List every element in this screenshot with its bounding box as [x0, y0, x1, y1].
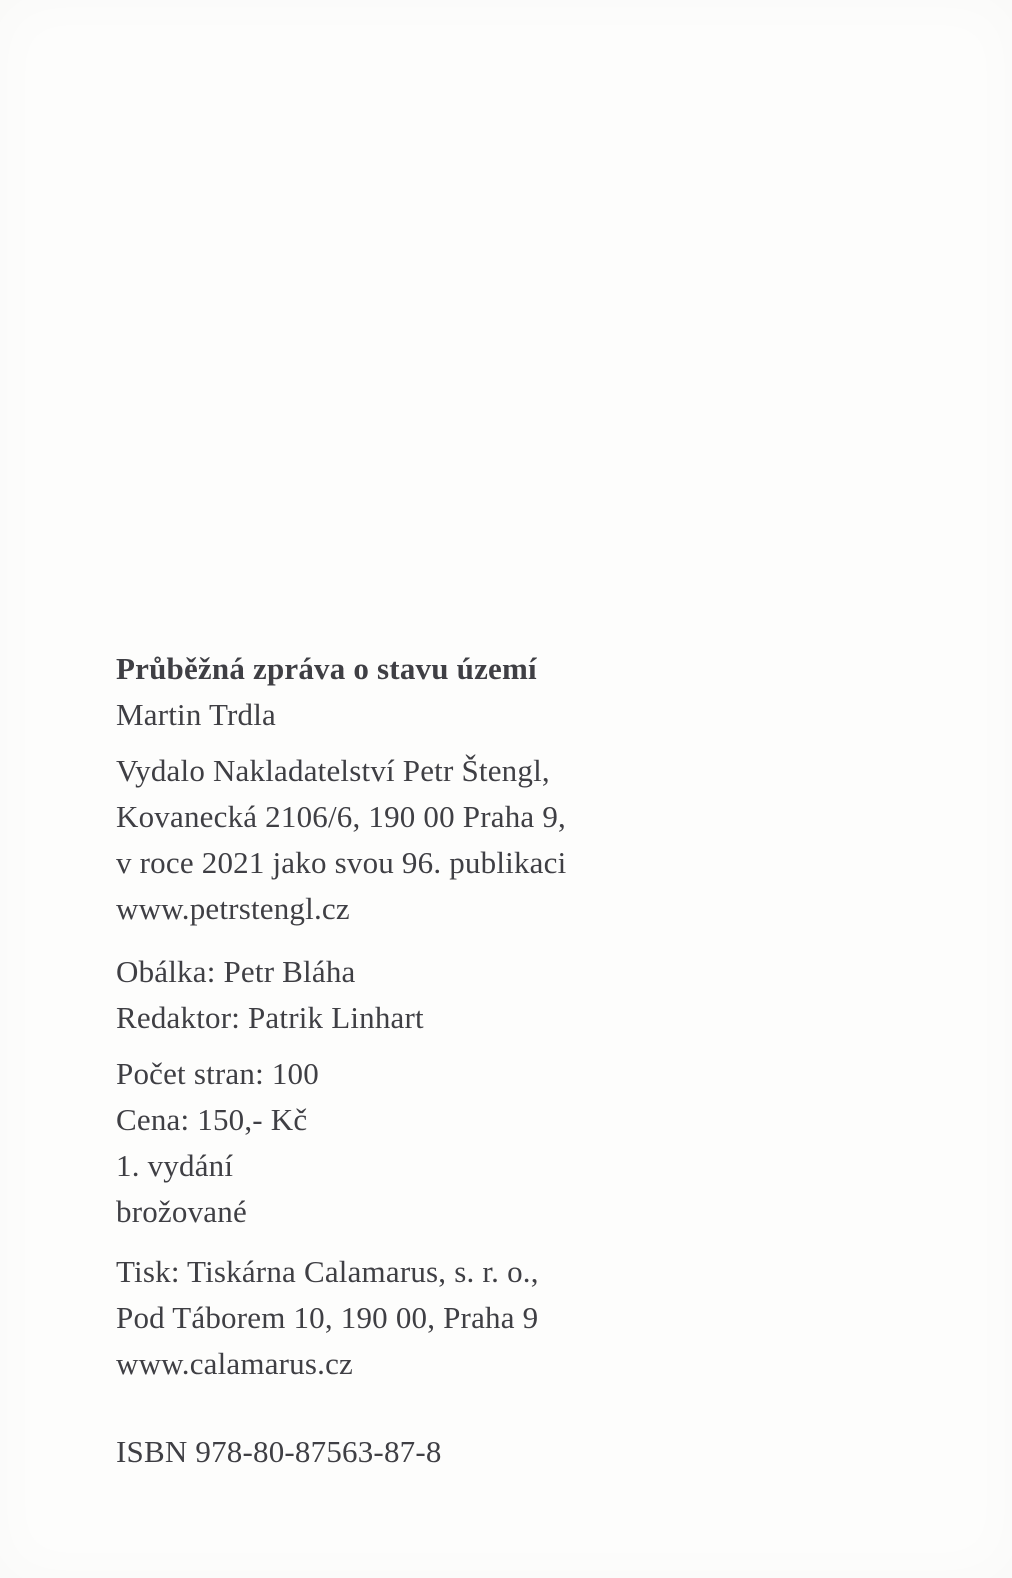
printer-block — [116, 1249, 896, 1387]
printer-line: Tisk: Tiskárna Calamarus, s. r. o., — [116, 1254, 539, 1289]
edition: 1. vydání — [116, 1148, 234, 1183]
colophon-text-block — [116, 646, 896, 1475]
binding-type: brožované — [116, 1194, 247, 1229]
publication-info-line: v roce 2021 jako svou 96. publikaci — [116, 845, 567, 880]
book-title: Průběžná zpráva o stavu území — [116, 651, 537, 686]
page-count: Počet stran: 100 — [116, 1056, 319, 1091]
details-block — [116, 1051, 896, 1235]
price: Cena: 150,- Kč — [116, 1102, 308, 1137]
editor-credit: Redaktor: Patrik Linhart — [116, 1000, 424, 1035]
printer-address-line: Pod Táborem 10, 190 00, Praha 9 — [116, 1300, 539, 1335]
publisher-line: Vydalo Nakladatelství Petr Štengl, — [116, 753, 550, 788]
publisher-website: www.petrstengl.cz — [116, 891, 350, 926]
cover-credit: Obálka: Petr Bláha — [116, 954, 356, 989]
isbn: ISBN 978-80-87563-87-8 — [116, 1434, 442, 1469]
title-block — [116, 646, 896, 738]
author-name: Martin Trdla — [116, 697, 277, 732]
publisher-block — [116, 748, 896, 932]
credits-block — [116, 949, 896, 1041]
publisher-address-line: Kovanecká 2106/6, 190 00 Praha 9, — [116, 799, 566, 834]
printer-website: www.calamarus.cz — [116, 1346, 354, 1381]
